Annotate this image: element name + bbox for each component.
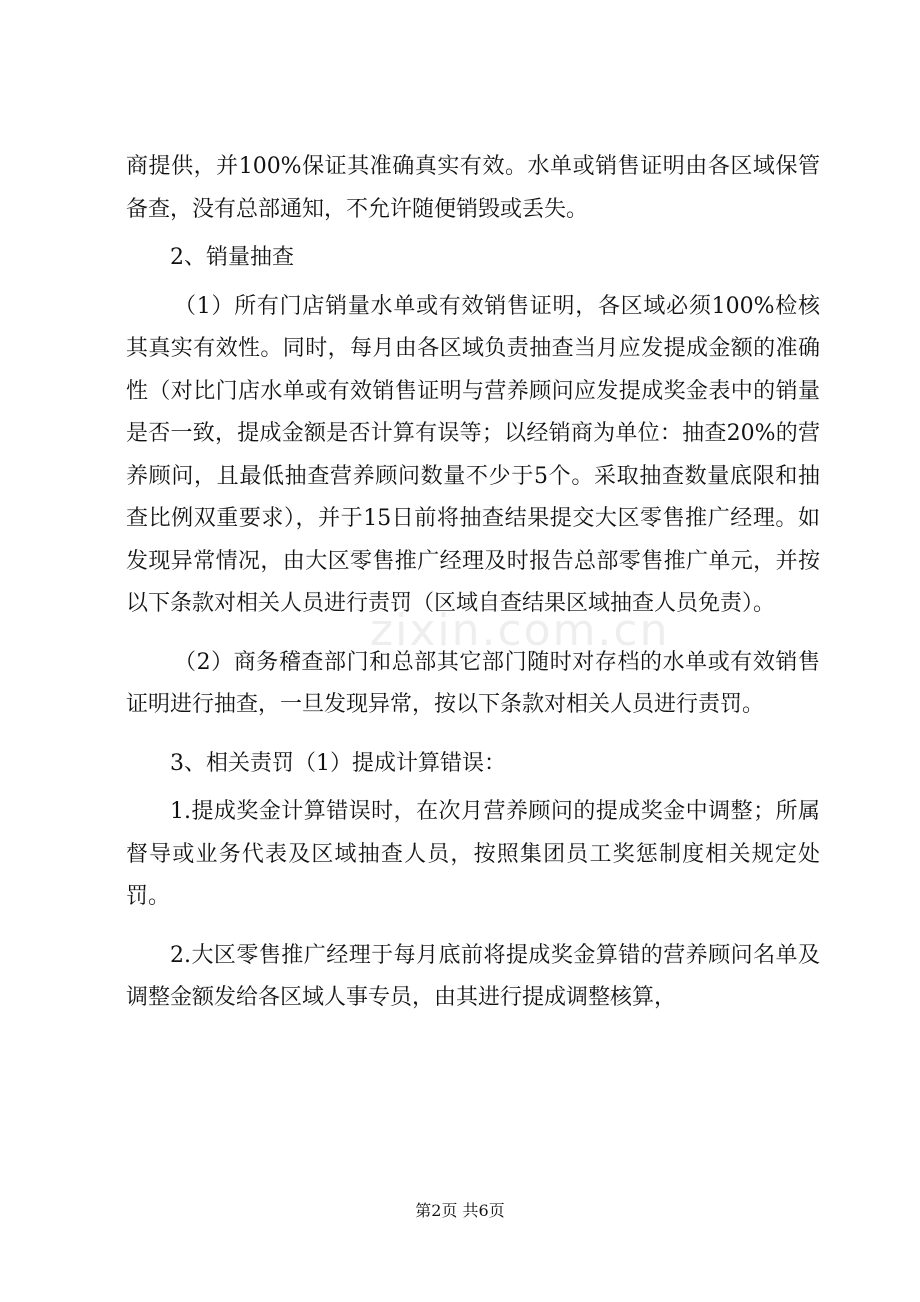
document-body — [126, 146, 820, 1020]
section-heading-sales-check: 2、销量抽查 — [170, 245, 294, 270]
page-number-footer: 第2页 共6页 — [415, 1201, 505, 1220]
watermark: zixin.com.cn — [370, 605, 670, 656]
paragraph-continuation: 商提供，并100%保证其准确真实有效。水单或销售证明由各区域保管备查，没有总部通知，不允许随便销毁或丢失。 — [126, 154, 820, 222]
section-heading-penalties: 3、相关责罚（1）提成计算错误： — [170, 750, 506, 776]
paragraph-penalty-1: 1.提成奖金计算错误时，在次月营养顾问的提成奖金中调整；所属督导或业务代表及区域抽查人员，按照集团员工奖惩制度相关规定处罚。 — [126, 799, 820, 909]
paragraph-check-1: （1）所有门店销量水单或有效销售证明，各区域必须100%检核其真实有效性。同时，每月由各区域负责抽查当月应发提成金额的准确性（对比门店水单或有效销售证明与营养顾问应发提成奖金表中的销量是否一致，提成金额是否计算有误等；以经销商为单位：抽查20%的营养顾问，且最低抽查营养顾问数量不少于5个。采取抽查数量底限和抽查比例双重要求），并于15日前将抽查结果提交大区零售推广经理。如发现异常情况，由大区零售推广经理及时报告总部零售推广单元，并按以下条款对相关人员进行责罚（区域自查结果区域抽查人员免责）。 — [126, 293, 820, 616]
paragraph-penalty-2: 2.大区零售推广经理于每月底前将提成奖金算错的营养顾问名单及调整金额发给各区域人事专员，由其进行提成调整核算， — [126, 942, 820, 1010]
paragraph-check-2: （2）商务稽查部门和总部其它部门随时对存档的水单或有效销售证明进行抽查，一旦发现异常，按以下条款对相关人员进行责罚。 — [126, 649, 820, 717]
